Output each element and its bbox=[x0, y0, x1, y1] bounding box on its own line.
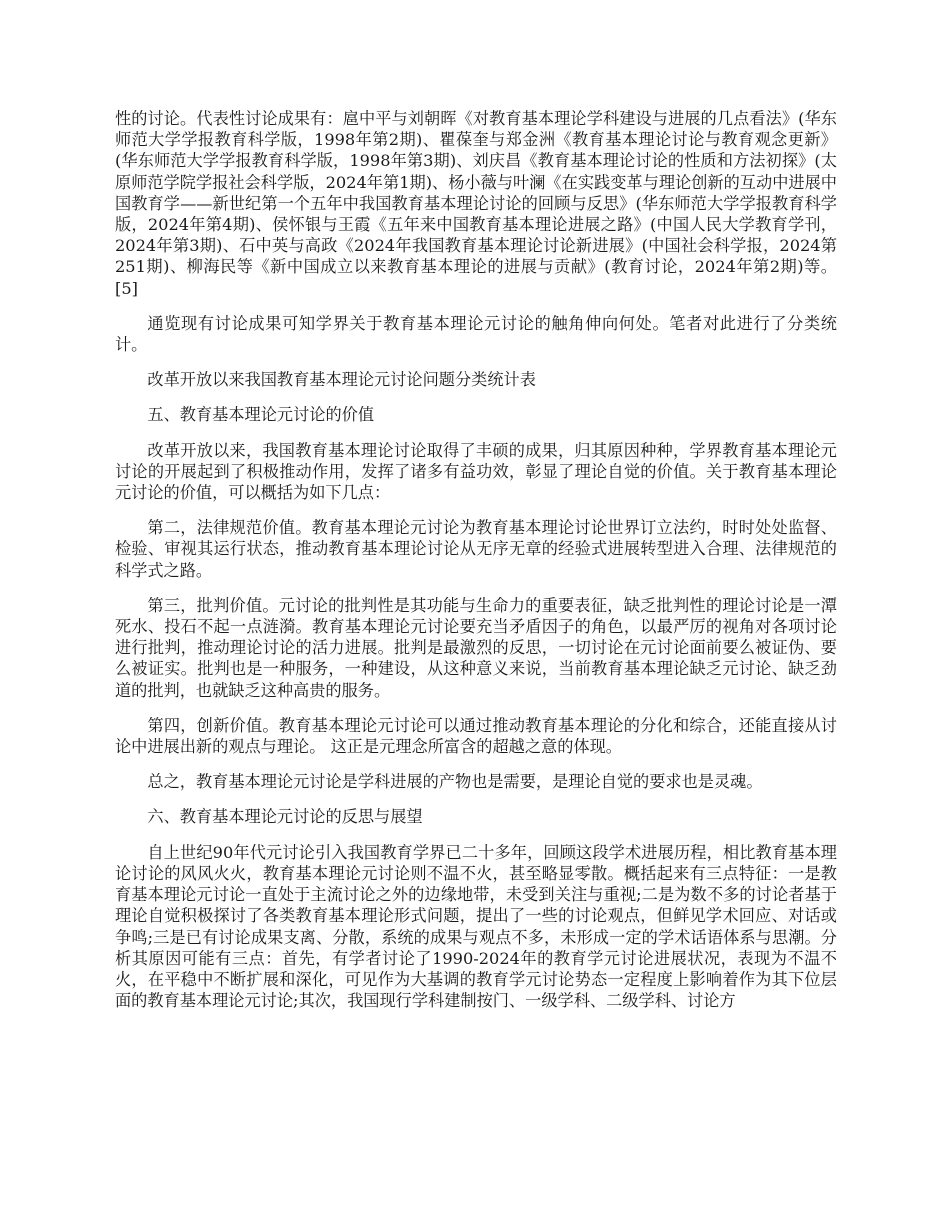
document-page bbox=[115, 108, 837, 1025]
paragraph-value-intro: 改革开放以来，我国教育基本理论讨论取得了丰硕的成果，归其原因种种，学界教育基本理论元讨论的开展起到了积极推动作用，发挥了诸多有益功效，彰显了理论自觉的价值。关于教育基本理论元讨论的价值，可以概括为如下几点： bbox=[115, 440, 837, 503]
paragraph-reflection: 自上世纪90年代元讨论引入我国教育学界已二十多年，回顾这段学术进展历程，相比教育基本理论讨论的风风火火，教育基本理论元讨论则不温不火，甚至略显零散。概括起来有三点特征：一是教育基本理论元讨论一直处于主流讨论之外的边缘地带，未受到关注与重视;二是为数不多的讨论者基于理论自觉积极探讨了各类教育基本理论形式问题，提出了一些的讨论观点，但鲜见学术回应、对话或争鸣;三是已有讨论成果支离、分散，系统的成果与观点不多，未形成一定的学术话语体系与思潮。分析其原因可能有三点：首先，有学者讨论了1990-2024年的教育学元讨论进展状况，表现为不温不火，在平稳中不断扩展和深化，可见作为大基调的教育学元讨论势态一定程度上影响着作为其下位层面的教育基本理论元讨论;其次，我国现行学科建制按门、一级学科、二级学科、讨论方 bbox=[115, 842, 837, 1011]
paragraph-value-fourth: 第四，创新价值。教育基本理论元讨论可以通过推动教育基本理论的分化和综合，还能直接从讨论中进展出新的观点与理论。 这正是元理念所富含的超越之意的体现。 bbox=[115, 715, 837, 757]
paragraph-value-second: 第二，法律规范价值。教育基本理论元讨论为教育基本理论讨论世界订立法约，时时处处监督、检验、审视其运行状态，推动教育基本理论讨论从无序无章的经验式进展转型进入合理、法律规范的科学式之路。 bbox=[115, 518, 837, 580]
paragraph-value-third: 第三，批判价值。元讨论的批判性是其功能与生命力的重要表征，缺乏批判性的理论讨论是一潭死水、投石不起一点涟漪。教育基本理论元讨论要充当矛盾因子的角色，以最严厉的视角对各项讨论进行批判，推动理论讨论的活力进展。批判是最激烈的反思，一切讨论在元讨论面前要么被证伪、要么被证实。批判也是一种服务，一种建设，从这种意义来说，当前教育基本理论缺乏元讨论、缺乏劲道的批判，也就缺乏这种高贵的服务。 bbox=[115, 595, 837, 700]
paragraph-overview: 通览现有讨论成果可知学界关于教育基本理论元讨论的触角伸向何处。笔者对此进行了分类统计。 bbox=[115, 313, 837, 355]
table-caption: 改革开放以来我国教育基本理论元讨论问题分类统计表 bbox=[147, 370, 536, 390]
section-heading-6: 六、教育基本理论元讨论的反思与展望 bbox=[147, 807, 423, 827]
section-heading-5: 五、教育基本理论元讨论的价值 bbox=[147, 405, 375, 425]
paragraph-summary: 总之，教育基本理论元讨论是学科进展的产物也是需要，是理论自觉的要求也是灵魂。 bbox=[147, 772, 763, 792]
paragraph-references: 性的讨论。代表性讨论成果有：扈中平与刘朝晖《对教育基本理论学科建设与进展的几点看法》(华东师范大学学报教育科学版，1998年第2期)、瞿葆奎与郑金洲《教育基本理论讨论与教育观念更新》(华东师范大学学报教育科学版，1998年第3期)、刘庆昌《教育基本理论讨论的性质和方法初探》(太原师范学院学报社会科学版，2024年第1期)、杨小薇与叶澜《在实践变革与理论创新的互动中进展中国教育学——新世纪第一个五年中我国教育基本理论讨论的回顾与反思》(华东师范大学学报教育科学版，2024年第4期)、侯怀银与王霞《五年来中国教育基本理论进展之路》(中国人民大学教育学刊，2024年第3期)、石中英与高政《2024年我国教育基本理论讨论新进展》(中国社会科学报，2024第251期)、柳海民等《新中国成立以来教育基本理论的进展与贡献》(教育讨论，2024年第2期)等。[5] bbox=[115, 109, 837, 298]
